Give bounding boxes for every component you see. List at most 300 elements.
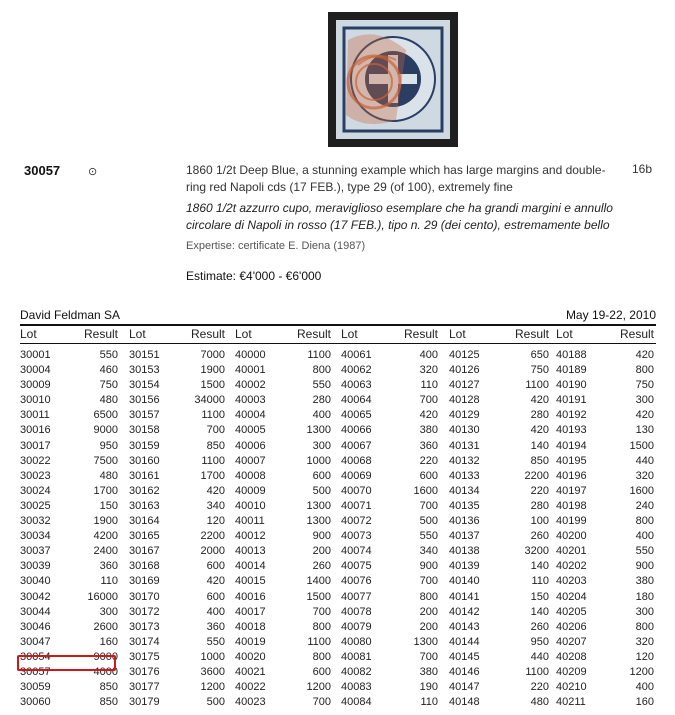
result-cell: 1300 xyxy=(306,499,331,512)
lot-cell: 40194 xyxy=(556,439,587,452)
result-cell: 300 xyxy=(635,605,654,618)
result-cell: 340 xyxy=(206,499,225,512)
lot-cell: 40142 xyxy=(449,605,480,618)
lot-cell: 40147 xyxy=(449,681,480,694)
result-cell: 1000 xyxy=(200,650,225,663)
table-row xyxy=(20,454,656,469)
lot-cell: 40207 xyxy=(556,635,587,648)
lot-cell: 40139 xyxy=(449,560,480,573)
result-cell: 110 xyxy=(420,379,438,392)
result-cell: 600 xyxy=(206,560,225,573)
lot-cell: 40065 xyxy=(341,409,372,422)
result-cell: 300 xyxy=(99,605,118,618)
results-column-headers xyxy=(20,327,656,344)
result-cell: 1100 xyxy=(307,635,331,648)
column-header-result: Result xyxy=(403,327,438,341)
result-cell: 4200 xyxy=(93,530,118,543)
lot-cell: 40010 xyxy=(235,499,266,512)
result-cell: 120 xyxy=(206,515,225,528)
lot-cell: 30162 xyxy=(129,484,160,497)
result-cell: 220 xyxy=(530,484,549,497)
lot-cell: 30004 xyxy=(20,364,51,377)
column-header-lot: Lot xyxy=(449,327,466,341)
lot-cell: 40017 xyxy=(235,605,266,618)
result-cell: 16000 xyxy=(87,590,118,603)
lot-cell: 30153 xyxy=(129,364,160,377)
result-cell: 400 xyxy=(635,530,654,543)
result-cell: 280 xyxy=(530,409,549,422)
result-cell: 300 xyxy=(635,394,654,407)
result-cell: 420 xyxy=(635,409,654,422)
lot-cell: 40129 xyxy=(449,409,480,422)
result-cell: 700 xyxy=(419,394,438,407)
lot-description-italian: 1860 1/2t azzurro cupo, meraviglioso esemplare che ha grandi margini e annullo circolare di Napoli in rosso (17 FEB.), tipo n. 29 (dei cento), estremamente bello xyxy=(186,201,613,232)
result-cell: 850 xyxy=(99,696,118,709)
result-cell: 600 xyxy=(312,469,331,482)
lot-cell: 40190 xyxy=(556,379,587,392)
result-cell: 1100 xyxy=(201,454,225,467)
result-cell: 9000 xyxy=(93,424,118,437)
lot-cell: 30039 xyxy=(20,560,51,573)
result-cell: 7000 xyxy=(200,349,225,361)
table-row xyxy=(20,574,656,589)
result-cell: 480 xyxy=(99,469,118,482)
lot-cell: 40211 xyxy=(556,696,586,709)
result-cell: 160 xyxy=(99,635,118,648)
lot-cell: 30167 xyxy=(129,545,160,558)
catalogue-reference: 16b xyxy=(632,162,653,176)
result-cell: 7500 xyxy=(93,454,118,467)
table-row xyxy=(20,635,656,650)
result-cell: 1400 xyxy=(306,575,331,588)
lot-cell: 30059 xyxy=(20,681,51,694)
result-cell: 700 xyxy=(206,424,225,437)
lot-cell: 30046 xyxy=(20,620,51,633)
table-row xyxy=(20,408,656,423)
result-cell: 480 xyxy=(99,394,118,407)
lot-cell: 40140 xyxy=(449,575,480,588)
result-cell: 850 xyxy=(530,454,549,467)
lot-cell: 30016 xyxy=(20,424,51,437)
table-row xyxy=(20,680,656,695)
lot-cell: 40066 xyxy=(341,424,372,437)
lot-cell: 40078 xyxy=(341,605,372,618)
result-cell: 360 xyxy=(99,560,118,573)
lot-cell: 30158 xyxy=(129,424,160,437)
result-cell: 150 xyxy=(99,499,118,512)
result-cell: 950 xyxy=(99,439,118,452)
result-cell: 180 xyxy=(635,590,654,603)
lot-cell: 40136 xyxy=(449,515,480,528)
result-cell: 700 xyxy=(419,650,438,663)
result-cell: 850 xyxy=(206,439,225,452)
result-cell: 360 xyxy=(419,439,438,452)
table-row xyxy=(20,363,656,378)
column-header-lot: Lot xyxy=(20,327,37,341)
lot-cell: 30164 xyxy=(129,515,160,528)
lot-cell: 40018 xyxy=(235,620,266,633)
lot-expertise: Expertise: certificate E. Diena (1987) xyxy=(186,240,366,252)
lot-cell: 40062 xyxy=(341,364,372,377)
table-row xyxy=(20,484,656,499)
result-cell: 1500 xyxy=(200,379,225,392)
lot-cell: 40133 xyxy=(449,469,480,482)
lot-cell: 40138 xyxy=(449,545,480,558)
table-row xyxy=(20,544,656,559)
lot-cell: 40191 xyxy=(556,394,587,407)
result-cell: 420 xyxy=(206,575,225,588)
lot-cell: 30024 xyxy=(20,484,51,497)
result-cell: 700 xyxy=(312,605,331,618)
lot-cell: 40200 xyxy=(556,530,587,543)
auction-firm: David Feldman SA xyxy=(20,308,121,322)
result-cell: 1300 xyxy=(306,515,331,528)
lot-cell: 40082 xyxy=(341,665,372,678)
lot-cell: 30023 xyxy=(20,469,51,482)
lot-cell: 30042 xyxy=(20,590,51,603)
lot-cell: 40013 xyxy=(235,545,266,558)
lot-cell: 30044 xyxy=(20,605,51,618)
result-cell: 600 xyxy=(206,590,225,603)
table-row xyxy=(20,499,656,514)
lot-cell: 30179 xyxy=(129,696,160,709)
result-cell: 260 xyxy=(312,560,331,573)
table-row xyxy=(20,439,656,454)
result-cell: 850 xyxy=(99,681,118,694)
lot-cell: 40067 xyxy=(341,439,372,452)
lot-cell: 30156 xyxy=(129,394,160,407)
result-cell: 320 xyxy=(635,635,654,648)
result-cell: 550 xyxy=(206,635,225,648)
results-header xyxy=(20,308,656,326)
result-cell: 1500 xyxy=(306,590,331,603)
result-cell: 600 xyxy=(312,665,331,678)
result-cell: 1500 xyxy=(629,439,654,452)
lot-cell: 40023 xyxy=(235,696,266,709)
lot-number: 30057 xyxy=(24,163,61,178)
lot-cell: 40196 xyxy=(556,469,587,482)
column-header-lot: Lot xyxy=(341,327,358,341)
result-cell: 1900 xyxy=(93,515,118,528)
result-cell: 1200 xyxy=(629,665,654,678)
lot-cell: 40064 xyxy=(341,394,372,407)
lot-cell: 40084 xyxy=(341,696,372,709)
column-header-result: Result xyxy=(190,327,225,341)
lot-cell: 40021 xyxy=(235,665,266,678)
column-header-result: Result xyxy=(514,327,549,341)
lot-cell: 40189 xyxy=(556,364,587,377)
table-row xyxy=(20,393,656,408)
lot-cell: 30157 xyxy=(129,409,160,422)
lot-cell: 40075 xyxy=(341,560,372,573)
lot-cell: 40132 xyxy=(449,454,480,467)
result-cell: 3600 xyxy=(200,665,225,678)
lot-cell: 30163 xyxy=(129,499,160,512)
result-cell: 2000 xyxy=(200,545,225,558)
lot-cell: 40206 xyxy=(556,620,587,633)
result-cell: 700 xyxy=(419,499,438,512)
result-cell: 1200 xyxy=(200,681,225,694)
result-cell: 550 xyxy=(99,349,118,361)
result-cell: 320 xyxy=(635,469,654,482)
lot-cell: 30060 xyxy=(20,696,51,709)
result-cell: 1700 xyxy=(200,469,225,482)
result-cell: 900 xyxy=(419,560,438,573)
lot-cell: 40145 xyxy=(449,650,480,663)
lot-cell: 30001 xyxy=(20,349,51,361)
result-cell: 1200 xyxy=(306,681,331,694)
result-cell: 900 xyxy=(312,530,331,543)
result-cell: 550 xyxy=(312,379,331,392)
target-circle-icon[interactable]: ⊙ xyxy=(88,166,98,178)
table-row xyxy=(20,605,656,620)
result-cell: 220 xyxy=(419,454,438,467)
lot-cell: 30011 xyxy=(20,409,50,422)
lot-cell: 30017 xyxy=(20,439,51,452)
result-cell: 150 xyxy=(530,590,549,603)
lot-cell: 40204 xyxy=(556,590,587,603)
lot-cell: 40198 xyxy=(556,499,587,512)
result-cell: 1300 xyxy=(306,424,331,437)
table-row xyxy=(20,469,656,484)
lot-cell: 40210 xyxy=(556,681,587,694)
lot-cell: 40001 xyxy=(235,364,266,377)
lot-cell: 40076 xyxy=(341,575,372,588)
lot-cell: 40063 xyxy=(341,379,372,392)
lot-cell: 40011 xyxy=(235,515,265,528)
result-cell: 200 xyxy=(312,545,331,558)
table-row xyxy=(20,559,656,574)
result-cell: 750 xyxy=(99,379,118,392)
lot-cell: 40202 xyxy=(556,560,587,573)
stamp-image xyxy=(336,20,450,139)
result-cell: 440 xyxy=(530,650,549,663)
lot-cell: 40130 xyxy=(449,424,480,437)
result-cell: 160 xyxy=(635,696,654,709)
lot-cell: 30170 xyxy=(129,590,160,603)
column-header-lot: Lot xyxy=(235,327,252,341)
lot-cell: 30009 xyxy=(20,379,51,392)
lot-cell: 30168 xyxy=(129,560,160,573)
result-cell: 460 xyxy=(99,364,118,377)
result-cell: 800 xyxy=(419,590,438,603)
lot-cell: 30165 xyxy=(129,530,160,543)
lot-cell: 40197 xyxy=(556,484,587,497)
result-cell: 700 xyxy=(312,696,331,709)
lot-cell: 30154 xyxy=(129,379,160,392)
result-cell: 400 xyxy=(635,681,654,694)
result-cell: 1100 xyxy=(307,349,331,361)
lot-cell: 40126 xyxy=(449,364,480,377)
result-cell: 140 xyxy=(530,605,549,618)
lot-cell: 40125 xyxy=(449,349,480,361)
lot-cell: 40205 xyxy=(556,605,587,618)
lot-cell: 40014 xyxy=(235,560,266,573)
result-cell: 2200 xyxy=(524,469,549,482)
lot-cell: 40073 xyxy=(341,530,372,543)
lot-cell: 40134 xyxy=(449,484,480,497)
lot-cell: 40006 xyxy=(235,439,266,452)
lot-cell: 30169 xyxy=(129,575,160,588)
result-cell: 120 xyxy=(635,650,654,663)
result-cell: 1600 xyxy=(413,484,438,497)
result-cell: 480 xyxy=(530,696,549,709)
lot-cell: 40022 xyxy=(235,681,266,694)
result-cell: 800 xyxy=(312,364,331,377)
column-header-lot: Lot xyxy=(556,327,573,341)
result-cell: 280 xyxy=(530,499,549,512)
stamp-illustration xyxy=(336,20,450,139)
lot-cell: 30057 xyxy=(20,665,51,678)
lot-cell: 30160 xyxy=(129,454,160,467)
result-cell: 380 xyxy=(419,424,438,437)
lot-cell: 40127 xyxy=(449,379,480,392)
result-cell: 280 xyxy=(312,394,331,407)
result-cell: 650 xyxy=(530,349,549,361)
result-cell: 110 xyxy=(531,575,549,588)
lot-estimate: Estimate: €4'000 - €6'000 xyxy=(186,269,322,283)
lot-cell: 30047 xyxy=(20,635,51,648)
result-cell: 2200 xyxy=(200,530,225,543)
result-cell: 1100 xyxy=(525,379,549,392)
lot-cell: 40061 xyxy=(341,349,372,361)
lot-cell: 40070 xyxy=(341,484,372,497)
result-cell: 1100 xyxy=(525,665,549,678)
highlighted-lot-marker xyxy=(17,655,116,671)
result-cell: 110 xyxy=(100,575,118,588)
lot-cell: 40146 xyxy=(449,665,480,678)
lot-cell: 40081 xyxy=(341,650,372,663)
table-row xyxy=(20,620,656,635)
result-cell: 100 xyxy=(530,515,549,528)
lot-cell: 40137 xyxy=(449,530,480,543)
result-cell: 140 xyxy=(530,439,549,452)
result-cell: 420 xyxy=(530,424,549,437)
lot-cell: 40000 xyxy=(235,349,266,361)
result-cell: 800 xyxy=(635,364,654,377)
lot-cell: 40003 xyxy=(235,394,266,407)
lot-cell: 40128 xyxy=(449,394,480,407)
result-cell: 1000 xyxy=(306,454,331,467)
result-cell: 260 xyxy=(530,530,549,543)
lot-cell: 40068 xyxy=(341,454,372,467)
result-cell: 9000 xyxy=(93,650,118,663)
lot-cell: 30173 xyxy=(129,620,160,633)
result-cell: 1700 xyxy=(93,484,118,497)
result-cell: 1900 xyxy=(200,364,225,377)
result-cell: 400 xyxy=(206,605,225,618)
result-cell: 360 xyxy=(206,620,225,633)
lot-cell: 30159 xyxy=(129,439,160,452)
lot-cell: 40020 xyxy=(235,650,266,663)
result-cell: 34000 xyxy=(194,394,225,407)
result-cell: 900 xyxy=(635,560,654,573)
lot-cell: 30025 xyxy=(20,499,51,512)
result-cell: 550 xyxy=(419,530,438,543)
lot-cell: 40083 xyxy=(341,681,372,694)
result-cell: 200 xyxy=(419,620,438,633)
lot-cell: 40131 xyxy=(449,439,480,452)
lot-cell: 30054 xyxy=(20,650,51,663)
result-cell: 800 xyxy=(312,620,331,633)
result-cell: 500 xyxy=(206,696,225,709)
lot-cell: 40192 xyxy=(556,409,587,422)
lot-cell: 40201 xyxy=(556,545,587,558)
result-cell: 500 xyxy=(312,484,331,497)
lot-cell: 40208 xyxy=(556,650,587,663)
lot-cell: 30174 xyxy=(129,635,160,648)
lot-cell: 40012 xyxy=(235,530,266,543)
result-cell: 190 xyxy=(419,681,438,694)
result-cell: 300 xyxy=(312,439,331,452)
table-row xyxy=(20,529,656,544)
result-cell: 4000 xyxy=(93,665,118,678)
table-row xyxy=(20,514,656,529)
result-cell: 380 xyxy=(419,665,438,678)
result-cell: 420 xyxy=(530,394,549,407)
lot-cell: 40135 xyxy=(449,499,480,512)
lot-cell: 40079 xyxy=(341,620,372,633)
auction-date: May 19-22, 2010 xyxy=(565,308,656,322)
lot-cell: 40008 xyxy=(235,469,266,482)
result-cell: 220 xyxy=(530,681,549,694)
result-cell: 340 xyxy=(419,545,438,558)
result-cell: 420 xyxy=(635,349,654,361)
lot-cell: 40193 xyxy=(556,424,587,437)
column-header-result: Result xyxy=(619,327,654,341)
result-cell: 700 xyxy=(419,575,438,588)
column-header-lot: Lot xyxy=(129,327,146,341)
result-cell: 440 xyxy=(635,454,654,467)
result-cell: 260 xyxy=(530,620,549,633)
lot-cell: 40148 xyxy=(449,696,480,709)
result-cell: 420 xyxy=(206,484,225,497)
result-cell: 800 xyxy=(635,515,654,528)
result-cell: 1600 xyxy=(629,484,654,497)
lot-cell: 40069 xyxy=(341,469,372,482)
lot-cell: 30022 xyxy=(20,454,51,467)
lot-cell: 40188 xyxy=(556,349,587,361)
table-row xyxy=(20,423,656,438)
result-cell: 380 xyxy=(635,575,654,588)
lot-cell: 40004 xyxy=(235,409,266,422)
lot-cell: 40077 xyxy=(341,590,372,603)
lot-cell: 40009 xyxy=(235,484,266,497)
result-cell: 6500 xyxy=(93,409,118,422)
result-cell: 1100 xyxy=(201,409,225,422)
result-cell: 800 xyxy=(312,650,331,663)
lot-cell: 30172 xyxy=(129,605,160,618)
result-cell: 200 xyxy=(419,605,438,618)
lot-cell: 40080 xyxy=(341,635,372,648)
result-cell: 420 xyxy=(419,409,438,422)
lot-cell: 30161 xyxy=(129,469,160,482)
lot-cell: 40209 xyxy=(556,665,587,678)
lot-cell: 30176 xyxy=(129,665,160,678)
lot-cell: 30177 xyxy=(129,681,160,694)
lot-cell: 30151 xyxy=(129,349,160,361)
result-cell: 400 xyxy=(312,409,331,422)
lot-cell: 40072 xyxy=(341,515,372,528)
result-cell: 1300 xyxy=(413,635,438,648)
lot-cell: 40002 xyxy=(235,379,266,392)
lot-cell: 40074 xyxy=(341,545,372,558)
lot-cell: 30037 xyxy=(20,545,51,558)
column-header-result: Result xyxy=(296,327,331,341)
lot-cell: 40143 xyxy=(449,620,480,633)
table-row xyxy=(20,378,656,393)
result-cell: 240 xyxy=(635,499,654,512)
